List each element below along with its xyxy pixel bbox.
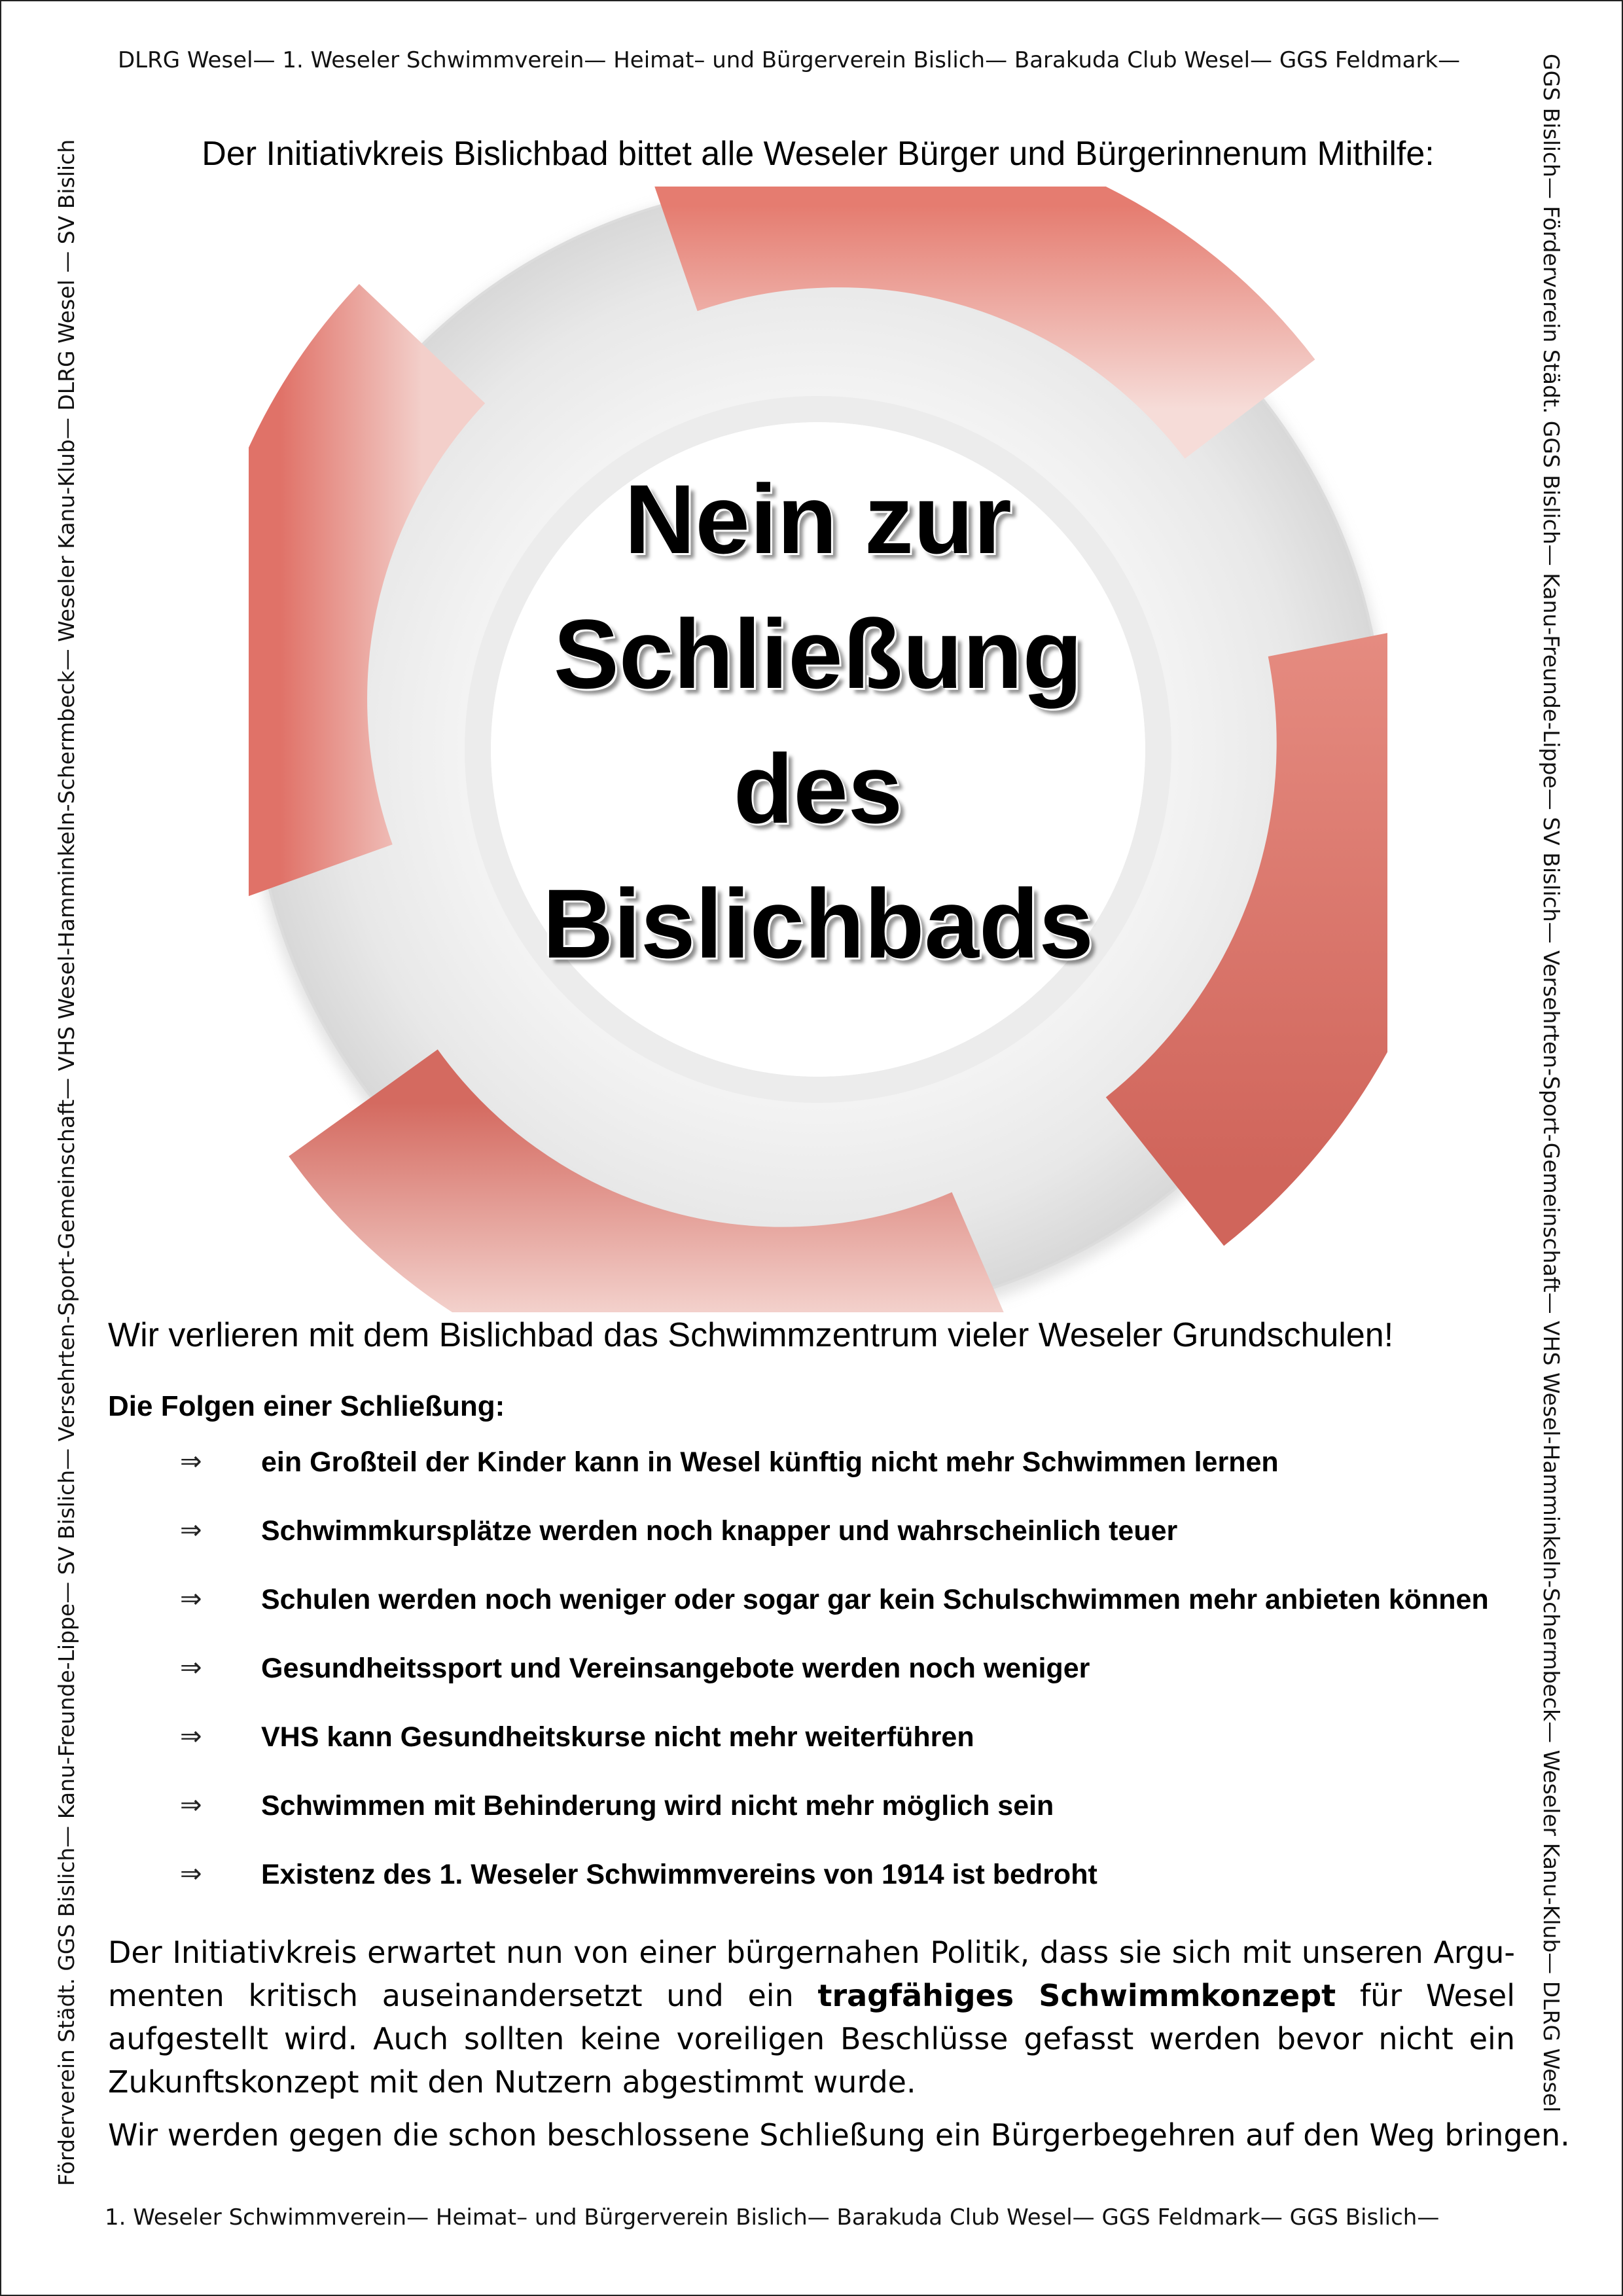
list-item: ⇒ Gesundheitssport und Vereinsangebote werden noch weniger [180, 1653, 1090, 1684]
arrow-icon: ⇒ [180, 1584, 202, 1614]
list-item: ⇒ VHS kann Gesundheitskurse nicht mehr weiterführen [180, 1721, 974, 1753]
headline-line-1: Nein zur [624, 464, 1012, 574]
list-item: ⇒ Schwimmkursplätze werden noch knapper und wahrscheinlich teuer [180, 1515, 1178, 1547]
consequences-list [180, 1446, 1554, 1928]
arrow-icon: ⇒ [180, 1721, 202, 1751]
consequences-title: Die Folgen einer Schließung: [108, 1390, 505, 1422]
list-item: ⇒ Schwimmen mit Behinderung wird nicht mehr möglich sein [180, 1790, 1054, 1821]
list-item: ⇒ Existenz des 1. Weseler Schwimmvereins von 1914 ist bedroht [180, 1859, 1097, 1890]
headline [478, 452, 1158, 991]
arrow-icon: ⇒ [180, 1653, 202, 1683]
intro-text: Der Initiativkreis Bislichbad bittet alle Weseler Bürger und Bürgerinnenum Mithilfe: [202, 135, 1435, 173]
headline-line-3: des [733, 734, 903, 844]
headline-line-2: Schließung [553, 599, 1083, 709]
arrow-icon: ⇒ [180, 1446, 202, 1477]
left-club-list: Förderverein Städt. GGS Bislich— Kanu-Freunde-Lippe— SV Bislich— Versehrten-Sport-Gemeinschaft— VHS Wesel-Hamminkeln-Schermbeck— Weseler Kanu-Klub— DLRG Wesel — SV Bislich [54, 139, 79, 2186]
list-item: ⇒ Schulen werden noch weniger oder sogar gar kein Schulschwimmen mehr anbieten können [180, 1584, 1489, 1615]
body-paragraph: Der Initiativkreis erwartet nun von einer bürgernahen Politik, dass sie sich mit unseren Argumenten kritisch auseinandersetzt und ein tragfähiges Schwimmkonzept für Wesel aufgestellt wird. Auch sollten keine voreiligen Beschlüsse gefasst werden bevor nicht ein Zukunftskonzept mit den Nutzern abgestimmt wurde. [108, 1935, 1515, 2100]
arrow-icon: ⇒ [180, 1790, 202, 1820]
footer-club-list: 1. Weseler Schwimmverein— Heimat– und Bürgerverein Bislich— Barakuda Club Wesel— GGS Feldmark— GGS Bislich— [105, 2204, 1440, 2231]
arrow-icon: ⇒ [180, 1859, 202, 1889]
arrow-icon: ⇒ [180, 1515, 202, 1545]
list-item: ⇒ ein Großteil der Kinder kann in Wesel künftig nicht mehr Schwimmen lernen [180, 1446, 1279, 1478]
emphasis-concept: tragfähiges Schwimmkonzept [817, 1978, 1336, 2013]
lead-sentence: Wir verlieren mit dem Bislichbad das Schwimmzentrum vieler Weseler Grundschulen! [108, 1316, 1394, 1354]
right-club-list: GGS Bislich— Förderverein Städt. GGS Bislich— Kanu-Freunde-Lippe— SV Bislich— Versehrten-Sport-Gemeinschaft— VHS Wesel-Hamminkeln-Schermbeck— Weseler Kanu-Klub— DLRG Wesel [1539, 54, 1564, 2113]
headline-line-4: Bislichbads [543, 869, 1094, 978]
header-club-list: DLRG Wesel— 1. Weseler Schwimmverein— Heimat– und Bürgerverein Bislich— Barakuda Club Wesel— GGS Feldmark— [118, 47, 1461, 73]
closing-sentence: Wir werden gegen die schon beschlossene Schließung ein Bürgerbegehren auf den Weg bringen. [108, 2117, 1570, 2153]
